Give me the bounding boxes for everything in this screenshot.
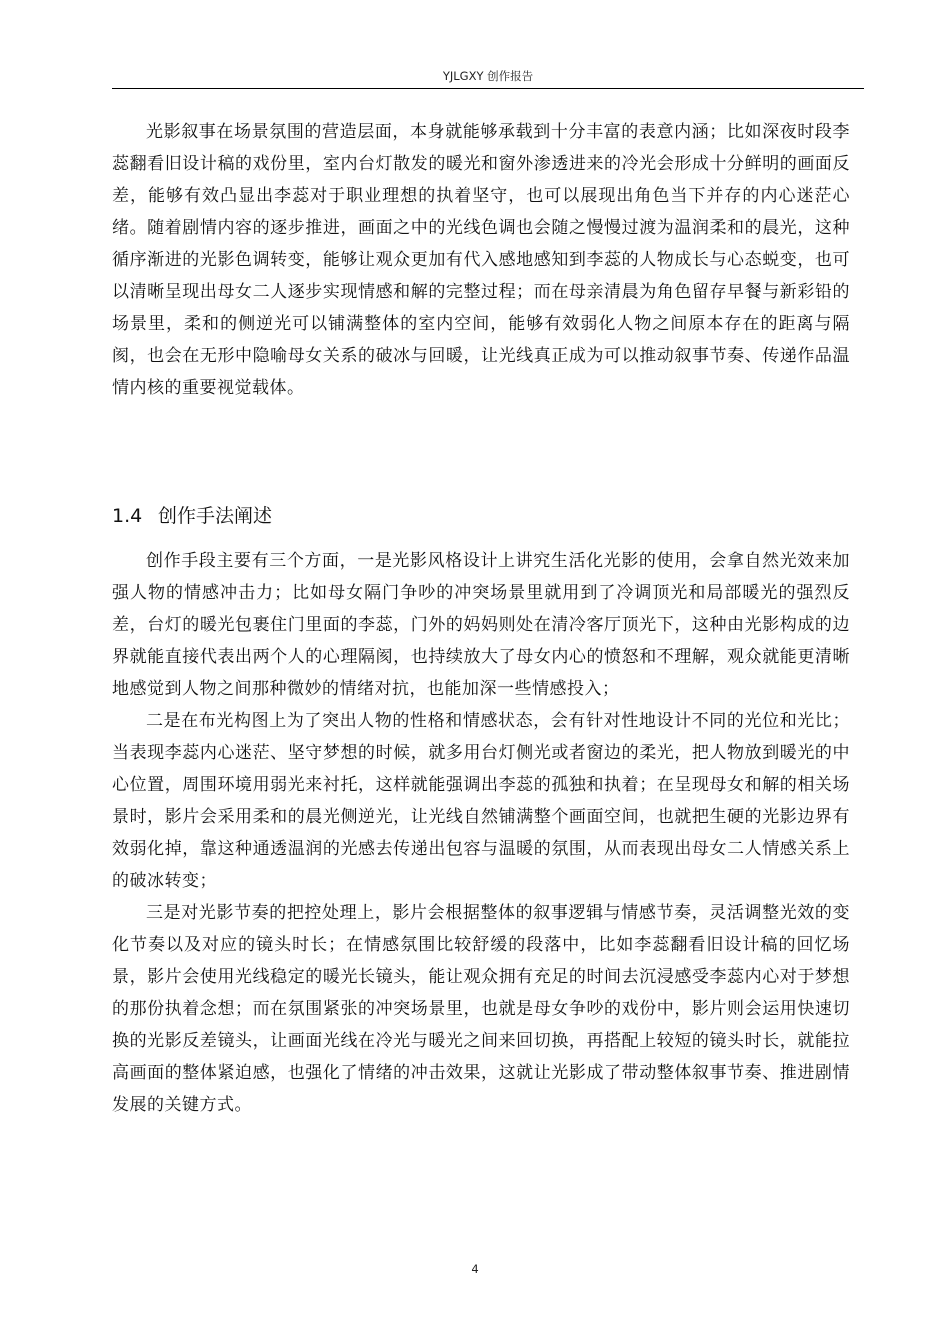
- body-paragraph: 光影叙事在场景氛围的营造层面，本身就能够承载到十分丰富的表意内涵；比如深夜时段李蕊翻看旧设计稿的戏份里，室内台灯散发的暖光和窗外渗透进来的冷光会形成十分鲜明的画面反差，能够有效凸显出李蕊对于职业理想的执着坚守，也可以展现出角色当下并存的内心迷茫心绪。随着剧情内容的逐步推进，画面之中的光线色调也会随之慢慢过渡为温润柔和的晨光，这种循序渐进的光影色调转变，能够让观众更加有代入感地感知到李蕊的人物成长与心态蜕变，也可以清晰呈现出母女二人逐步实现情感和解的完整过程；而在母亲清晨为角色留存早餐与新彩铅的场景里，柔和的侧逆光可以铺满整体的室内空间，能够有效弱化人物之间原本存在的距离与隔阂，也会在无形中隐喻母女关系的破冰与回暖，让光线真正成为可以推动叙事节奏、传递作品温情内核的重要视觉载体。: [112, 122, 850, 398]
- header-divider: [112, 88, 864, 89]
- page-header: YJLGXY 创作报告: [442, 69, 534, 83]
- intro-text-block: [112, 116, 850, 404]
- page-number: 4: [471, 1262, 479, 1276]
- section-heading: [112, 502, 272, 530]
- section-title: 创作手法阐述: [158, 505, 273, 527]
- section-number: 1.4: [112, 505, 143, 527]
- body-paragraph: 二是在布光构图上为了突出人物的性格和情感状态，会有针对性地设计不同的光位和光比；当表现李蕊内心迷茫、坚守梦想的时候，就多用台灯侧光或者窗边的柔光，把人物放到暖光的中心位置，周围环境用弱光来衬托，这样就能强调出李蕊的孤独和执着；在呈现母女和解的相关场景时，影片会采用柔和的晨光侧逆光，让光线自然铺满整个画面空间，也就把生硬的光影边界有效弱化掉，靠这种通透温润的光感去传递出包容与温暖的氛围，从而表现出母女二人情感关系上的破冰转变；: [112, 711, 850, 891]
- body-paragraph: 创作手段主要有三个方面，一是光影风格设计上讲究生活化光影的使用，会拿自然光效来加强人物的情感冲击力；比如母女隔门争吵的冲突场景里就用到了冷调顶光和局部暖光的强烈反差，台灯的暖光包裹住门里面的李蕊，门外的妈妈则处在清冷客厅顶光下，这种由光影构成的边界就能直接代表出两个人的心理隔阂，也持续放大了母女内心的愤怒和不理解，观众就能更清晰地感觉到人物之间那种微妙的情绪对抗，也能加深一些情感投入；: [112, 551, 850, 699]
- body-paragraph: 三是对光影节奏的把控处理上，影片会根据整体的叙事逻辑与情感节奏，灵活调整光效的变化节奏以及对应的镜头时长；在情感氛围比较舒缓的段落中，比如李蕊翻看旧设计稿的回忆场景，影片会使用光线稳定的暖光长镜头，能让观众拥有充足的时间去沉浸感受李蕊内心对于梦想的那份执着念想；而在氛围紧张的冲突场景里，也就是母女争吵的戏份中，影片则会运用快速切换的光影反差镜头，让画面光线在冷光与暖光之间来回切换，再搭配上较短的镜头时长，就能拉高画面的整体紧迫感，也强化了情绪的冲击效果，这就让光影成了带动整体叙事节奏、推进剧情发展的关键方式。: [112, 903, 850, 1115]
- section-text-block: [112, 545, 850, 1121]
